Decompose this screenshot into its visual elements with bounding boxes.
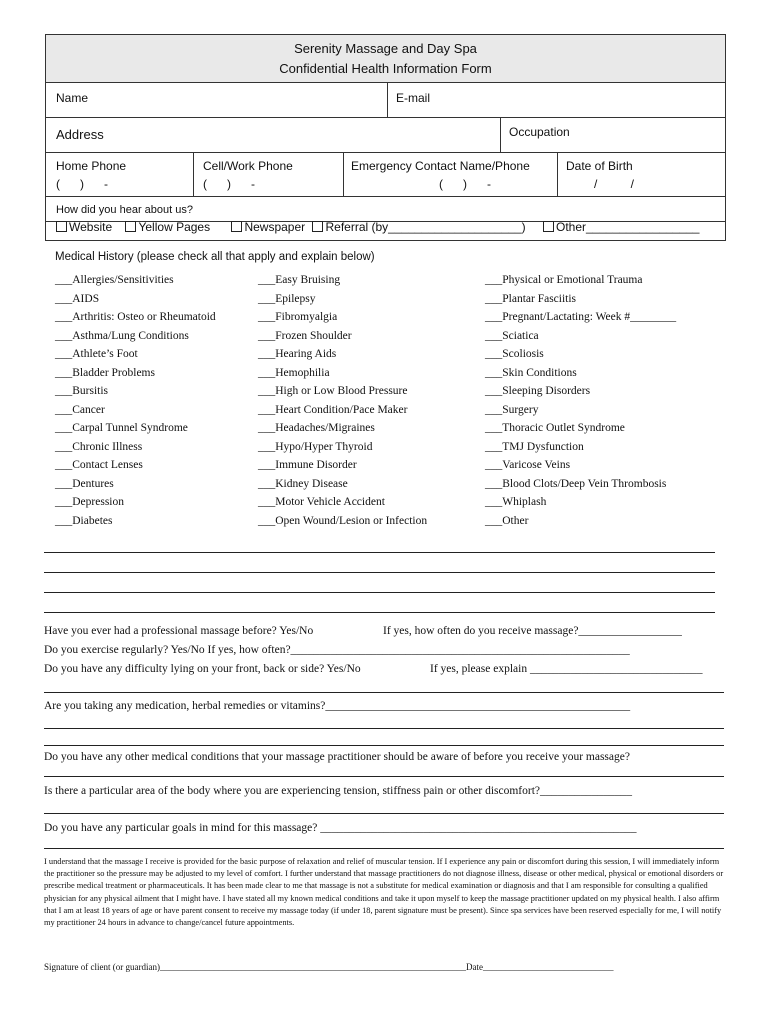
medical-history-heading: Medical History (please check all that apply and explain below) xyxy=(55,251,375,263)
checkbox-icon[interactable] xyxy=(125,221,136,232)
q-tension-area[interactable]: Is there a particular area of the body where you are experiencing tension, stiffness pain or other discomfort?________________ xyxy=(44,785,633,797)
answer-line[interactable] xyxy=(44,813,724,814)
title-bar xyxy=(46,35,725,82)
explain-line[interactable] xyxy=(44,552,715,553)
condition-item[interactable]: ___High or Low Blood Pressure xyxy=(258,385,408,397)
condition-item[interactable]: ___Sciatica xyxy=(485,329,539,342)
spa-name: Serenity Massage and Day Spa xyxy=(294,41,477,56)
header-form-box xyxy=(45,34,726,222)
emergency-phone-format: ( ) - xyxy=(439,177,491,191)
condition-item[interactable]: ___Contact Lenses xyxy=(55,459,143,471)
email-field[interactable]: E-mail xyxy=(396,91,431,105)
q-exercise[interactable]: Do you exercise regularly? Yes/No If yes, how often?___________________________________________________________ xyxy=(44,644,630,656)
website-option[interactable]: Website xyxy=(56,220,112,234)
consent-statement: I understand that the massage I receive is provided for the basic purpose of relaxation and relief of muscular tension. If I experience any pain or discomfort during this session, I will immediately inform the practitioner so the pressure may be adjusted to my level of comfort. I further understand that massage practitioners do not diagnose illness, disease or other medical, physical or emotional disorders or prescribe medical treatment or pharmaceuticals. It has been made clear to me that massage is not a substitute for medical examination or diagnosis and that I am responsible for consulting a qualified physician for any physical ailment that I might have. I have stated all my known medical conditions and take it upon myself to keep the massage practitioner updated on my physical health. I also affirm that I am at least 18 years of age or have parent consent to receive my massage today (if under 18, parent signature must be present). Since spa services have been reserved especially for me, I will notify my practitioner 24 hours in advance to change/cancel future appointments. xyxy=(44,857,724,928)
condition-item[interactable]: ___Thoracic Outlet Syndrome xyxy=(485,422,625,434)
condition-item[interactable]: ___Diabetes xyxy=(55,514,113,527)
condition-item[interactable]: ___TMJ Dysfunction xyxy=(485,440,584,453)
medical-column-3 xyxy=(485,274,676,533)
condition-item[interactable]: ___Easy Bruising xyxy=(258,274,341,286)
condition-item[interactable]: ___Varicose Veins xyxy=(485,459,571,471)
explain-line[interactable] xyxy=(44,572,715,573)
condition-item[interactable]: ___Blood Clots/Deep Vein Thrombosis xyxy=(485,477,667,490)
condition-item[interactable]: ___Dentures xyxy=(55,477,114,490)
hear-about-label: How did you hear about us? xyxy=(56,204,193,216)
phone-row xyxy=(46,152,725,197)
condition-item[interactable]: ___Skin Conditions xyxy=(485,366,577,379)
q-prior-massage: Have you ever had a professional massage before? Yes/No xyxy=(44,625,314,637)
checkbox-icon[interactable] xyxy=(312,221,323,232)
condition-item[interactable]: ___Physical or Emotional Trauma xyxy=(485,274,643,286)
condition-item[interactable]: ___Arthritis: Osteo or Rheumatoid xyxy=(55,311,216,323)
q-massage-frequency[interactable]: If yes, how often do you receive massage?__________________ xyxy=(383,625,682,637)
condition-item[interactable]: ___Hypo/Hyper Thyroid xyxy=(258,440,373,453)
medical-column-2 xyxy=(258,274,427,533)
newspaper-option[interactable]: Newspaper xyxy=(231,220,305,234)
condition-item[interactable]: ___Kidney Disease xyxy=(258,477,348,490)
checkbox-icon[interactable] xyxy=(56,221,67,232)
condition-item[interactable]: ___Pregnant/Lactating: Week #________ xyxy=(485,311,677,323)
condition-item[interactable]: ___Hearing Aids xyxy=(258,348,337,360)
name-email-row xyxy=(46,82,725,117)
home-phone-format: ( ) - xyxy=(56,177,108,191)
form-title: Confidential Health Information Form xyxy=(279,61,492,76)
q-medication[interactable]: Are you taking any medication, herbal remedies or vitamins?_____________________________________________________ xyxy=(44,700,631,712)
condition-item[interactable]: ___Surgery xyxy=(485,403,539,416)
condition-item[interactable]: ___Hemophilia xyxy=(258,366,330,379)
q-lying-explain[interactable]: If yes, please explain ______________________________ xyxy=(430,663,703,675)
q-other-conditions: Do you have any other medical conditions that your massage practitioner should be aware of before you receive your massage? xyxy=(44,751,630,763)
condition-item[interactable]: ___Cancer xyxy=(55,403,105,416)
checkbox-icon[interactable] xyxy=(543,221,554,232)
condition-item[interactable]: ___Immune Disorder xyxy=(258,459,357,471)
dob-field[interactable]: Date of Birth xyxy=(566,159,633,173)
condition-item[interactable]: ___Carpal Tunnel Syndrome xyxy=(55,422,188,434)
condition-item[interactable]: ___Other xyxy=(485,514,529,527)
dob-format: / / xyxy=(594,177,635,191)
condition-item[interactable]: ___Depression xyxy=(55,496,124,508)
answer-line[interactable] xyxy=(44,728,724,729)
answer-line[interactable] xyxy=(44,692,724,693)
condition-item[interactable]: ___Sleeping Disorders xyxy=(485,385,591,397)
name-field[interactable]: Name xyxy=(56,91,89,105)
hear-about-options xyxy=(56,220,699,234)
address-occupation-row xyxy=(46,117,725,152)
address-field[interactable]: Address xyxy=(56,127,104,142)
q-lying-difficulty: Do you have any difficulty lying on your front, back or side? Yes/No xyxy=(44,663,361,675)
yellow-pages-option[interactable]: Yellow Pages xyxy=(125,220,210,234)
home-phone-field[interactable]: Home Phone xyxy=(56,159,127,173)
answer-line[interactable] xyxy=(44,776,724,777)
answer-line[interactable] xyxy=(44,848,724,849)
explain-line[interactable] xyxy=(44,592,715,593)
condition-item[interactable]: ___Bursitis xyxy=(55,385,109,397)
referral-option[interactable]: Referral (by____________________) xyxy=(312,220,525,234)
condition-item[interactable]: ___Whiplash xyxy=(485,496,547,508)
condition-item[interactable]: ___Open Wound/Lesion or Infection xyxy=(258,514,428,527)
cell-phone-format: ( ) - xyxy=(203,177,255,191)
condition-item[interactable]: ___Chronic Illness xyxy=(55,440,143,453)
condition-item[interactable]: ___Fibromyalgia xyxy=(258,311,338,323)
explain-line[interactable] xyxy=(44,612,715,613)
other-option[interactable]: Other_________________ xyxy=(543,220,699,234)
emergency-contact-field[interactable]: Emergency Contact Name/Phone xyxy=(351,159,530,173)
checkbox-icon[interactable] xyxy=(231,221,242,232)
condition-item[interactable]: ___Asthma/Lung Conditions xyxy=(55,329,189,342)
condition-item[interactable]: ___Headaches/Migraines xyxy=(258,422,375,434)
condition-item[interactable]: ___Motor Vehicle Accident xyxy=(258,496,385,508)
signature-line[interactable]: Signature of client (or guardian)____________________________________________________________________Date_____________________________ xyxy=(44,962,614,972)
hear-about-box xyxy=(45,196,726,241)
cell-phone-field[interactable]: Cell/Work Phone xyxy=(203,159,293,173)
condition-item[interactable]: ___Heart Condition/Pace Maker xyxy=(258,403,408,416)
answer-line[interactable] xyxy=(44,745,724,746)
occupation-field[interactable]: Occupation xyxy=(509,125,570,139)
condition-item[interactable]: ___Allergies/Sensitivities xyxy=(55,274,174,286)
medical-column-1 xyxy=(55,274,216,533)
q-goals[interactable]: Do you have any particular goals in mind for this massage? _______________________________________________________ xyxy=(44,822,637,834)
condition-item[interactable]: ___Plantar Fasciitis xyxy=(485,292,577,305)
condition-item[interactable]: ___AIDS xyxy=(55,292,100,305)
condition-item[interactable]: ___Athlete’s Foot xyxy=(55,348,138,360)
condition-item[interactable]: ___Epilepsy xyxy=(258,292,316,305)
condition-item[interactable]: ___Scoliosis xyxy=(485,348,544,360)
condition-item[interactable]: ___Bladder Problems xyxy=(55,366,155,379)
condition-item[interactable]: ___Frozen Shoulder xyxy=(258,329,352,342)
